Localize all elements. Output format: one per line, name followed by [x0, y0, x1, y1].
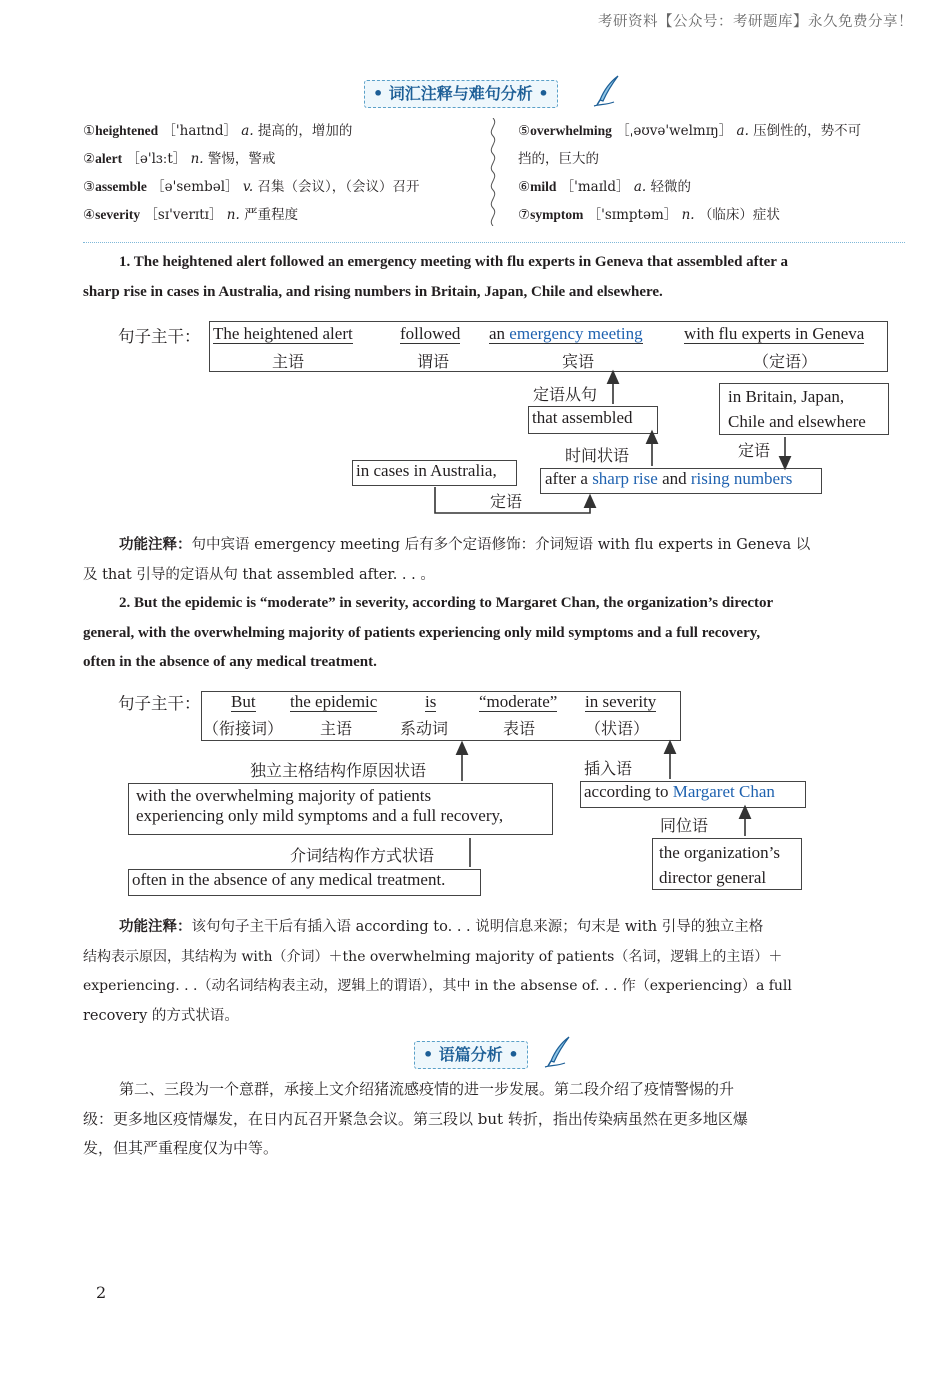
- places-box: in Britain, Japan, Chile and elsewhere: [719, 383, 889, 435]
- manner-adverbial-label: 介词结构作方式状语: [290, 846, 435, 865]
- linking-verb-role: 系动词: [400, 719, 449, 738]
- quill-pen-icon: [543, 1035, 573, 1069]
- main-clause-label-2: 句子主干：: [118, 694, 201, 713]
- linking-verb-text: is: [425, 692, 437, 711]
- appositive-label: 同位语: [660, 816, 709, 835]
- discourse-text: 第二、三段为一个意群，承接上文介绍猪流感疫情的进一步发展。第二段介绍了疫情警惕的升 级：更多地区疫情爆发，在日内瓦召开紧急会议。第三段以 but 转折，指出传染病虽然在更多地区爆 发，但其严重程度仅为中等。: [83, 1080, 748, 1157]
- vocab-item: ⑦symptom ［'sɪmptəm］ n. （临床）症状: [518, 207, 780, 223]
- conjunction-text: But: [231, 692, 256, 711]
- attr-phrase-role: （定语）: [752, 352, 817, 371]
- sentence-1-text: 1. The heightened alert followed an emergency meeting with flu experts in Geneva that assembled after a sharp rise in cases in Australia, and rising numbers in Britain, Japan, Chile and elsewhere.: [83, 254, 788, 300]
- vocab-section-title: • 词汇注释与难句分析 •: [364, 80, 558, 108]
- places-role: 定语: [738, 441, 771, 460]
- vocab-item: ⑥mild ［'maɪld］ a. 轻微的: [518, 179, 691, 195]
- verb-text: followed: [400, 324, 461, 343]
- vocab-item: ②alert ［ə'lɜːt］ n. 警惕，警戒: [83, 151, 276, 167]
- sentence-2-text: 2. But the epidemic is “moderate” in severity, according to Margaret Chan, the organization’s director general, with the overwhelming majority of patients experiencing only mild symptoms and a full recovery, often in the absence of any medical treatment.: [83, 595, 774, 670]
- sentence-1-note: 功能注释：句中宾语 emergency meeting 后有多个定语修饰：介词短语 with flu experts in Geneva 以 及 that 引导的定语从句 that assembled after. . . 。: [83, 536, 811, 583]
- subject-role: 主语: [271, 352, 304, 371]
- relative-clause-label: 定语从句: [533, 385, 598, 404]
- watermark-text: 考研资料【公众号：考研题库】永久免费分享！: [598, 14, 913, 30]
- attr-phrase-text: with flu experts in Geneva: [684, 324, 865, 343]
- absolute-structure-label: 独立主格结构作原因状语: [250, 761, 427, 780]
- parenthesis-box: according to Margaret Chan: [580, 781, 806, 808]
- sentence-2-note: 功能注释：该句句子主干后有插入语 according to. . . 说明信息来源；句末是 with 引导的独立主格 结构表示原因，其结构为 with（介词）＋the overwhelming majority of patients（名词，逻辑上的主语）＋ experiencing. . .（动名词结构表主动，逻辑上的谓语），其中 in the absense of. . . 作（experiencing）a full recovery 的方式状语。: [83, 918, 792, 1024]
- predicative-role: 表语: [503, 719, 536, 738]
- cases-box: in cases in Australia,: [352, 460, 517, 486]
- appositive-box: the organization’s director general: [652, 838, 802, 890]
- subject-text: The heightened alert: [213, 324, 353, 343]
- cases-role: 定语: [490, 492, 523, 511]
- vocab-item: ①heightened ［'haɪtnd］ a. 提高的，增加的: [83, 123, 353, 139]
- relative-clause-box: that assembled: [528, 406, 658, 434]
- absolute-structure-box: with the overwhelming majority of patients experiencing only mild symptoms and a full recovery,: [128, 783, 553, 835]
- subject-role-2: 主语: [320, 719, 353, 738]
- conjunction-role: （衔接词）: [203, 719, 284, 738]
- predicative-text: “moderate”: [479, 692, 558, 711]
- time-adverbial-box: after a sharp rise and rising numbers: [540, 468, 822, 494]
- object-role: 宾语: [561, 352, 594, 371]
- time-adverbial-label: 时间状语: [565, 446, 630, 465]
- vocab-item: ③assemble ［ə'sembəl］ v. 召集（会议），（会议）召开: [83, 179, 420, 195]
- verb-role: 谓语: [416, 352, 449, 371]
- main-clause-label: 句子主干：: [118, 327, 201, 346]
- vocab-item: ④severity ［sɪ'verɪtɪ］ n. 严重程度: [83, 207, 299, 223]
- adverbial-text: in severity: [585, 692, 657, 711]
- page-number: 2: [96, 1283, 107, 1302]
- parenthesis-label: 插入语: [584, 759, 633, 778]
- adverbial-role: （状语）: [585, 719, 650, 738]
- object-text: an emergency meeting: [489, 324, 643, 343]
- vocab-item: 挡的，巨大的: [518, 151, 599, 167]
- discourse-section-title: • 语篇分析 •: [414, 1041, 528, 1069]
- subject-text-2: the epidemic: [290, 692, 378, 711]
- vocab-item: ⑤overwhelming ［ˌəʊvə'welmɪŋ］ a. 压倒性的，势不可: [518, 123, 862, 139]
- manner-adverbial-box: often in the absence of any medical treatment.: [128, 869, 481, 896]
